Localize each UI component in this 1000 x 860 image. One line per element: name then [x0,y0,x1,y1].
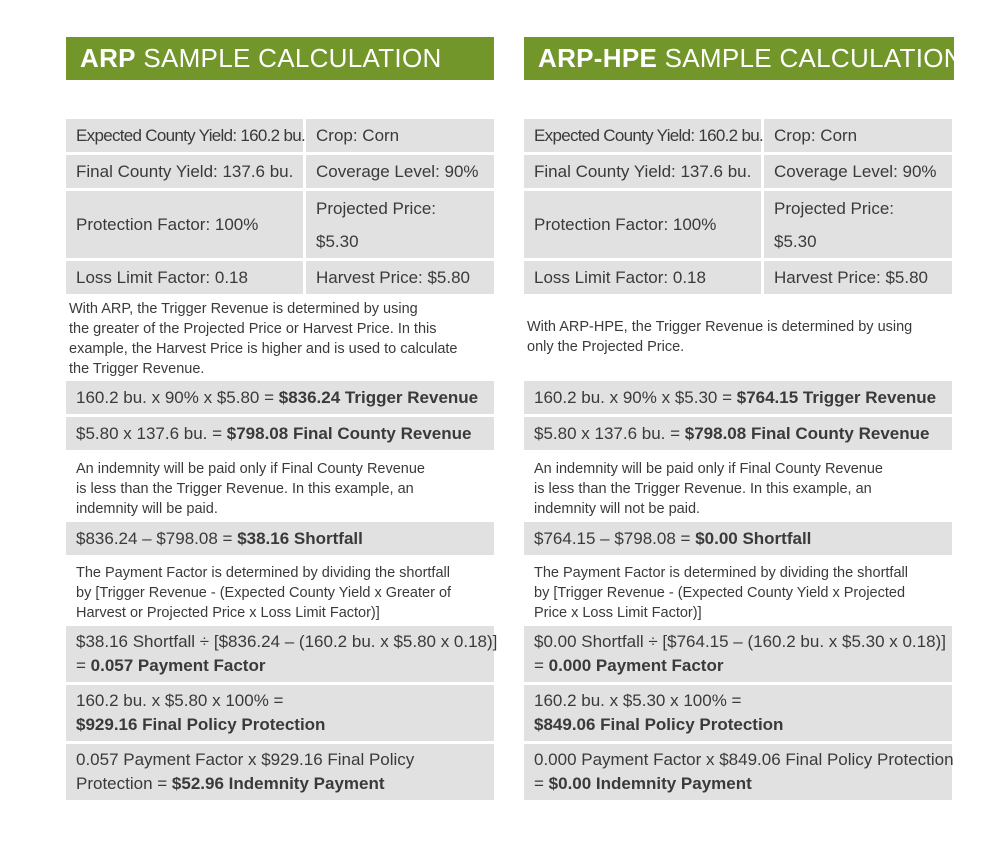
indemnity-payment-calc: 0.000 Payment Factor x $849.06 Final Policy Protection = $0.00 Indemnity Payment [524,744,952,800]
expected-county-yield: Expected County Yield: 160.2 bu. [66,119,303,152]
table-row [524,119,952,152]
trigger-revenue-calc: 160.2 bu. x 90% x $5.80 = $836.24 Trigger Revenue [66,381,494,414]
protection-factor: Protection Factor: 100% [66,191,303,258]
indemnity-note: An indemnity will be paid only if Final County Revenue is less than the Trigger Revenue. In this example, an indemnity will be paid. [76,461,425,517]
final-county-revenue-calc: $5.80 x 137.6 bu. = $798.08 Final County Revenue [66,417,494,450]
arp-input-table [66,119,494,294]
loss-limit-factor: Loss Limit Factor: 0.18 [66,261,303,294]
crop: Crop: Corn [306,119,494,152]
indemnity-note: An indemnity will be paid only if Final County Revenue is less than the Trigger Revenue. In this example, an indemnity will not be paid. [534,461,883,517]
loss-limit-factor: Loss Limit Factor: 0.18 [524,261,761,294]
arp-header: ARP SAMPLE CALCULATION [66,37,494,80]
trigger-revenue-calc: 160.2 bu. x 90% x $5.30 = $764.15 Trigger Revenue [524,381,952,414]
coverage-level: Coverage Level: 90% [306,155,494,188]
shortfall-calc: $836.24 – $798.08 = $38.16 Shortfall [66,522,494,555]
table-row [524,261,952,294]
trigger-note: With ARP-HPE, the Trigger Revenue is determined by using only the Projected Price. [527,319,913,355]
final-county-yield: Final County Yield: 137.6 bu. [66,155,303,188]
projected-price: Projected Price: $5.30 [306,191,494,258]
indemnity-payment-calc: 0.057 Payment Factor x $929.16 Final Policy Protection = $52.96 Indemnity Payment [66,744,494,800]
final-policy-protection-calc: 160.2 bu. x $5.80 x 100% = $929.16 Final Policy Protection [66,685,494,741]
coverage-level: Coverage Level: 90% [764,155,952,188]
payment-factor-note: The Payment Factor is determined by dividing the shortfall by [Trigger Revenue - (Expected County Yield x Projected Price x Loss Limit Factor)] [534,565,908,621]
shortfall-calc: $764.15 – $798.08 = $0.00 Shortfall [524,522,952,555]
trigger-note: With ARP, the Trigger Revenue is determined by using the greater of the Projected Price or Harvest Price. In this example, the Harvest Price is higher and is used to calculate the Trigger Revenue. [69,301,458,377]
arp-hpe-input-table [524,119,952,294]
harvest-price: Harvest Price: $5.80 [306,261,494,294]
final-county-yield: Final County Yield: 137.6 bu. [524,155,761,188]
expected-county-yield: Expected County Yield: 160.2 bu. [524,119,761,152]
final-county-revenue-calc: $5.80 x 137.6 bu. = $798.08 Final County Revenue [524,417,952,450]
table-row [66,155,494,188]
table-row [524,191,952,258]
table-row [66,119,494,152]
protection-factor: Protection Factor: 100% [524,191,761,258]
table-row [66,261,494,294]
table-row [66,191,494,258]
arp-hpe-header: ARP-HPE SAMPLE CALCULATION [524,37,954,80]
arp-hpe-column [524,37,963,803]
final-policy-protection-calc: 160.2 bu. x $5.30 x 100% = $849.06 Final Policy Protection [524,685,952,741]
arp-column [66,37,498,803]
harvest-price: Harvest Price: $5.80 [764,261,952,294]
table-row [524,155,952,188]
payment-factor-calc: $38.16 Shortfall ÷ [$836.24 – (160.2 bu. x $5.80 x 0.18)] = 0.057 Payment Factor [66,626,494,682]
crop: Crop: Corn [764,119,952,152]
payment-factor-note: The Payment Factor is determined by dividing the shortfall by [Trigger Revenue - (Expected County Yield x Greater of Harvest or Projected Price x Loss Limit Factor)] [76,565,452,621]
payment-factor-calc: $0.00 Shortfall ÷ [$764.15 – (160.2 bu. x $5.30 x 0.18)] = 0.000 Payment Factor [524,626,952,682]
projected-price: Projected Price: $5.30 [764,191,952,258]
